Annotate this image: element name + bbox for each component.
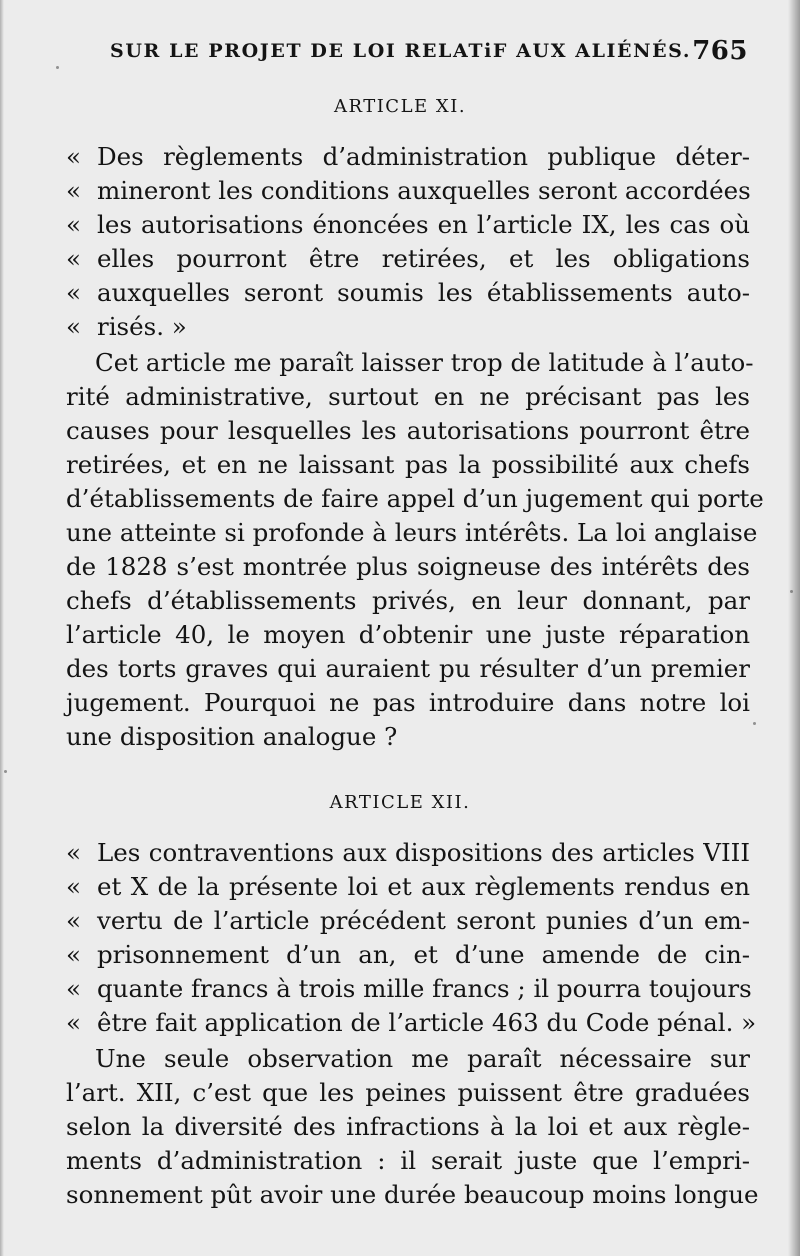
article-xi-commentary-line: une atteinte si profonde à leurs intérêts. La loi anglaise xyxy=(66,518,758,547)
article-xi-quote-line: Des règlements d’administration publique déter- xyxy=(97,142,750,171)
article-xii-commentary-line: Une seule observation me paraît nécessaire sur xyxy=(95,1044,750,1073)
quote-mark: « xyxy=(66,210,81,239)
quote-mark: « xyxy=(66,244,81,273)
article-xi-quote-line: auxquelles seront soumis les établissements auto- xyxy=(97,278,750,307)
paper-speck xyxy=(790,590,793,593)
running-head-title: SUR LE PROJET DE LOI RELATiF AUX ALIÉNÉS. xyxy=(110,40,692,62)
article-xii-heading: ARTICLE XII. xyxy=(329,792,471,813)
quote-mark: « xyxy=(66,940,81,969)
article-xi-commentary-line: des torts graves qui auraient pu résulter d’un premier xyxy=(66,654,750,683)
paper-speck xyxy=(56,66,59,69)
article-xi-commentary-line: retirées, et en ne laissant pas la possibilité aux chefs xyxy=(66,450,750,479)
article-xii-quote-line: être fait application de l’article 463 du Code pénal. » xyxy=(97,1008,757,1037)
article-xii-quote-line: prisonnement d’un an, et d’une amende de cin- xyxy=(97,940,750,969)
quote-mark: « xyxy=(66,176,81,205)
article-xii-commentary-line: sonnement pût avoir une durée beaucoup moins longue xyxy=(66,1180,759,1209)
paper-speck xyxy=(4,770,7,773)
article-xi-commentary-line: rité administrative, surtout en ne précisant pas les xyxy=(66,382,750,411)
page-number: 765 xyxy=(692,36,748,66)
article-xi-commentary-line: l’article 40, le moyen d’obtenir une juste réparation xyxy=(66,620,750,649)
quote-mark: « xyxy=(66,312,81,341)
quote-mark: « xyxy=(66,906,81,935)
article-xi-commentary-line: Cet article me paraît laisser trop de latitude à l’auto- xyxy=(95,348,754,377)
page-edge-shadow-left xyxy=(0,0,4,1256)
article-xi-commentary-line: de 1828 s’est montrée plus soigneuse des intérêts des xyxy=(66,552,750,581)
article-xi-quote-line: mineront les conditions auxquelles seront accordées xyxy=(97,176,751,205)
article-xi-commentary-line: chefs d’établissements privés, en leur donnant, par xyxy=(66,586,750,615)
article-xi-commentary-line: d’établissements de faire appel d’un jugement qui porte xyxy=(66,484,764,513)
quote-mark: « xyxy=(66,142,81,171)
article-xi-commentary-line: jugement. Pourquoi ne pas introduire dans notre loi xyxy=(66,688,750,717)
page-edge-shadow-right xyxy=(788,0,800,1256)
quote-mark: « xyxy=(66,872,81,901)
quote-mark: « xyxy=(66,974,81,1003)
running-head xyxy=(110,36,748,68)
quote-mark: « xyxy=(66,1008,81,1037)
article-xii-quote-line: et X de la présente loi et aux règlements rendus en xyxy=(97,872,750,901)
article-xi-quote-line: les autorisations énoncées en l’article IX, les cas où xyxy=(97,210,750,239)
article-xii-commentary-line: l’art. XII, c’est que les peines puissent être graduées xyxy=(66,1078,750,1107)
article-xi-heading: ARTICLE XI. xyxy=(333,96,467,117)
article-xi-quote-line: risés. » xyxy=(97,312,187,341)
article-xii-commentary-line: ments d’administration : il serait juste que l’empri- xyxy=(66,1146,750,1175)
article-xii-commentary-line: selon la diversité des infractions à la loi et aux règle- xyxy=(66,1112,750,1141)
article-xi-commentary-line: une disposition analogue ? xyxy=(66,722,398,751)
article-xi-quote-line: elles pourront être retirées, et les obligations xyxy=(97,244,750,273)
article-xi-commentary-line: causes pour lesquelles les autorisations pourront être xyxy=(66,416,750,445)
quote-mark: « xyxy=(66,278,81,307)
quote-mark: « xyxy=(66,838,81,867)
article-xii-quote-line: quante francs à trois mille francs ; il pourra toujours xyxy=(97,974,752,1003)
article-xii-quote-line: vertu de l’article précédent seront punies d’un em- xyxy=(97,906,750,935)
paper-speck xyxy=(753,722,756,725)
article-xii-quote-line: Les contraventions aux dispositions des articles VIII xyxy=(97,838,750,867)
